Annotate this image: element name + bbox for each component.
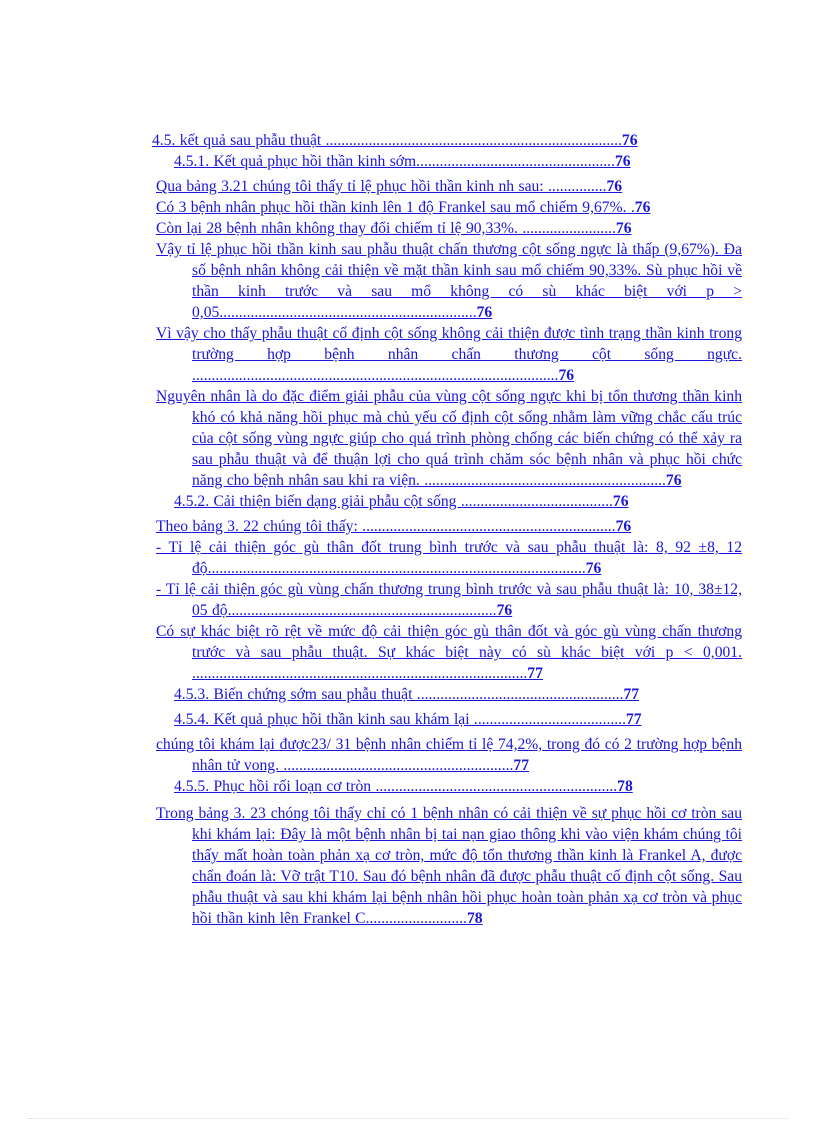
toc-entry-page: 76 — [606, 178, 623, 195]
toc-entry-text: 4.5.5. Phục hồi rối loạn cơ tròn .............................................................. — [174, 778, 618, 795]
toc-entry-page: 76 — [558, 367, 575, 384]
toc-entry-4-5-3[interactable] — [152, 684, 742, 705]
toc-entry-paragraph[interactable] — [152, 323, 742, 386]
toc-entry-paragraph[interactable] — [152, 734, 742, 776]
toc-entry-4-5-4[interactable] — [152, 709, 742, 730]
toc-entry-text: Có 3 bệnh nhân phục hồi thần kinh lên 1 độ Frankel sau mổ chiếm 9,67%. . — [156, 199, 635, 216]
toc-entry-page: 77 — [527, 665, 543, 682]
toc-entry-text: 4.5.3. Biến chứng sớm sau phẫu thuật ..................................................... — [174, 686, 624, 703]
toc-entry-text: 4.5.2. Cải thiện biến dạng giải phẫu cột sống ....................................... — [174, 493, 613, 510]
toc-entry-text: 4.5. kết quả sau phẫu thuật ............................................................................ — [152, 132, 622, 149]
toc-entry-4-5-1[interactable] — [152, 151, 742, 172]
toc-entry-page: 77 — [623, 686, 640, 703]
toc-entry-text: - Tỉ lệ cải thiện góc gù thân đốt trung bình trước và sau phẫu thuật là: 8, 92 ±8, 12 độ................................................................................................. — [156, 539, 742, 577]
toc-entry-text: Có sự khác biệt rõ rệt về mức độ cải thiện góc gù thân đốt và góc gù vùng chấn thương trước và sau phẫu thuật. Sự khác biệt này có sù khác biệt với p < 0,001. ...................................................................................... — [156, 623, 742, 682]
toc-entry-page: 76 — [665, 472, 682, 489]
toc-entry-page: 76 — [612, 493, 629, 510]
toc-entry-page: 78 — [466, 910, 483, 927]
table-of-contents — [152, 130, 742, 929]
toc-entry-text: 4.5.4. Kết quả phục hồi thần kinh sau khám lại ....................................... — [174, 711, 626, 728]
toc-entry-paragraph[interactable] — [152, 176, 742, 197]
toc-entry-text: Còn lại 28 bệnh nhân không thay đổi chiếm tỉ lệ 90,33%. ........................ — [156, 220, 616, 237]
toc-entry-page: 76 — [615, 518, 632, 535]
toc-entry-text: Vì vậy cho thấy phẫu thuật cố định cột sống không cải thiện được tình trạng thần kinh trong trường hợp bệnh nhân chấn thương cột sống ngực. .............................................................................................. — [156, 325, 742, 384]
toc-entry-page: 76 — [614, 153, 631, 170]
toc-entry-page: 77 — [513, 757, 529, 774]
toc-entry-text: Theo bảng 3. 22 chúng tôi thấy: ................................................................. — [156, 518, 616, 535]
toc-entry-text: Nguyên nhân là do đặc điểm giải phẫu của vùng cột sống ngực khi bị tổn thương thần kinh khó có khả năng hồi phục mà chủ yếu cố định cột sống nhằm làm vững chắc cấu trúc của cột sống vùng ngực giúp cho quá trình phòng chống các biến chứng có thể xảy ra sau phẫu thuật và để thuận lợi cho quá trình chăm sóc bệnh nhân và phục hồi chức năng cho bệnh nhân sau khi ra viện. .............................................................. — [156, 388, 742, 489]
toc-entry-page: 76 — [585, 560, 602, 577]
toc-entry-paragraph[interactable] — [152, 537, 742, 579]
toc-entry-text: Qua bảng 3.21 chúng tôi thấy tỉ lệ phục hồi thần kinh nh sau: ............... — [156, 178, 607, 195]
toc-entry-text: 4.5.1. Kết quả phục hồi thần kinh sớm................................................... — [174, 153, 615, 170]
toc-entry-4-5[interactable] — [152, 130, 742, 151]
toc-entry-paragraph[interactable] — [152, 803, 742, 929]
toc-entry-text: Trong bảng 3. 23 chóng tôi thấy chỉ có 1 bệnh nhân có cải thiện về sự phục hồi cơ tròn sau khi khám lại: Đây là một bệnh nhân bị tai nạn giao thông khi vào viện khám chúng tôi thấy mất hoàn toàn phản xạ cơ tròn, mức độ tổn thương thần kinh là Frankel A, được chẩn đoán là: Vỡ trật T10. Sau đó bệnh nhân đã được phẫu thuật cố định cột sống. Sau phẫu thuật và sau khi khám lại bệnh nhân hồi phục hoàn toàn phản xạ cơ tròn và phục hồi thần kinh lên Frankel C.......................... — [156, 805, 742, 927]
toc-entry-4-5-2[interactable] — [152, 491, 742, 512]
toc-entry-text: chúng tôi khám lại được23/ 31 bệnh nhân chiếm tỉ lệ 74,2%, trong đó có 2 trường hợp bệnh nhân tử vong. ........................................................... — [156, 736, 742, 774]
toc-entry-page: 76 — [621, 132, 638, 149]
toc-entry-paragraph[interactable] — [152, 218, 742, 239]
toc-entry-text: Vậy tỉ lệ phục hồi thần kinh sau phẫu thuật chấn thương cột sống ngực là thấp (9,67%). Đa số bệnh nhân không cải thiện về mặt thần kinh sau mổ chiếm 90,33%. Sù phục hồi về thần kinh trước và sau mổ không có sù khác biệt với p > 0,05.................................................................. — [156, 241, 742, 321]
toc-entry-text: - Tỉ lệ cải thiện góc gù vùng chấn thương trung bình trước và sau phẫu thuật là: 10, 38±12, 05 độ..................................................................... — [156, 581, 742, 619]
toc-entry-paragraph[interactable] — [152, 386, 742, 491]
toc-entry-page: 77 — [625, 711, 642, 728]
toc-entry-4-5-5[interactable] — [152, 776, 742, 797]
toc-entry-paragraph[interactable] — [152, 621, 742, 684]
toc-entry-page: 76 — [496, 602, 513, 619]
toc-entry-page: 76 — [615, 220, 632, 237]
toc-entry-page: 76 — [476, 304, 493, 321]
toc-entry-paragraph[interactable] — [152, 579, 742, 621]
page-bottom-divider — [28, 1118, 788, 1119]
toc-entry-page: 78 — [617, 778, 633, 795]
toc-entry-page: 76 — [634, 199, 651, 216]
toc-entry-paragraph[interactable] — [152, 516, 742, 537]
toc-entry-paragraph[interactable] — [152, 197, 742, 218]
toc-entry-paragraph[interactable] — [152, 239, 742, 323]
